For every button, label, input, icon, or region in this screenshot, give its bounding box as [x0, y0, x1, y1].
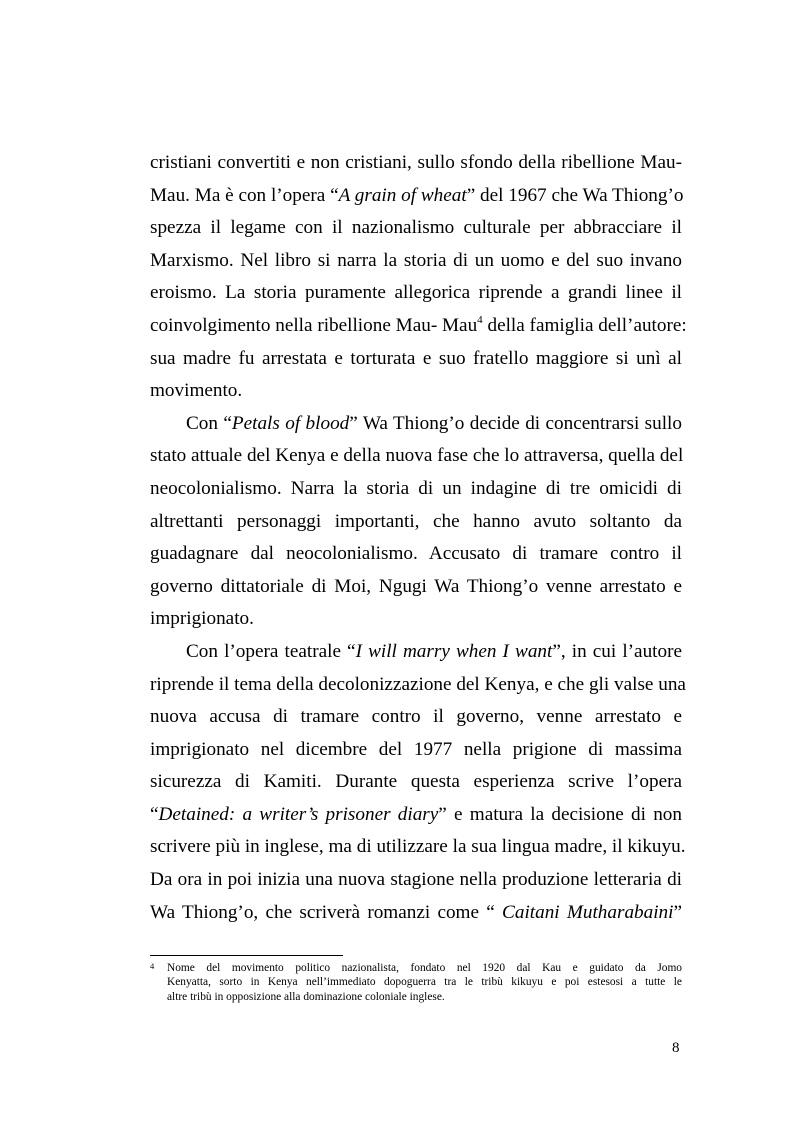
- text-segment: Mau. Ma è con l’opera “: [150, 184, 339, 206]
- text-line: [150, 408, 682, 441]
- work-title: Detained: a writer’s prisoner diary: [158, 803, 439, 825]
- text-line: [150, 212, 682, 245]
- text-line: [150, 147, 682, 180]
- text-segment: coinvolgimento nella ribellione Mau- Mau: [150, 314, 478, 336]
- body-text: [150, 147, 687, 929]
- page-number: 8: [672, 1040, 680, 1056]
- text-segment: sua madre fu arrestata e torturata e suo fratello maggiore si unì al: [150, 347, 682, 369]
- work-title: I will marry when I want: [355, 640, 553, 662]
- text-segment: Marxismo. Nel libro si narra la storia di un uomo e del suo invano: [150, 249, 682, 271]
- text-line: [150, 538, 682, 571]
- text-segment: nuova accusa di tramare contro il governo, venne arrestato e: [150, 706, 682, 728]
- text-segment: eroismo. La storia puramente allegorica riprende a grandi linee il: [150, 282, 682, 304]
- text-line: [150, 440, 682, 473]
- text-segment: Con l’opera teatrale “: [186, 640, 356, 662]
- text-line: [150, 571, 682, 604]
- text-segment: spezza il legame con il nazionalismo culturale per abbracciare il: [150, 217, 682, 239]
- text-segment: scrivere più in inglese, ma di utilizzare la sua lingua madre, il kikuyu.: [150, 836, 686, 858]
- text-line: [150, 506, 682, 539]
- text-line: [150, 245, 682, 278]
- footnote-line: Kenyatta, sorto in Kenya nell’immediato dopoguerra tra le tribù kikuyu e poi estesosi a tutte le: [167, 976, 682, 989]
- text-line: [150, 636, 682, 669]
- text-segment: guadagnare dal neocolonialismo. Accusato di tramare contro il: [150, 543, 682, 565]
- text-segment: ”: [673, 901, 683, 923]
- text-line: [150, 897, 682, 930]
- text-line: [150, 701, 682, 734]
- work-title: Caitani Mutharabaini: [502, 901, 674, 923]
- text-segment: cristiani convertiti e non cristiani, sullo sfondo della ribellione Mau-: [150, 152, 682, 173]
- text-segment: governo dittatoriale di Moi, Ngugi Wa Thiong’o venne arrestato e: [150, 575, 682, 597]
- text-segment: altrettanti personaggi importanti, che hanno avuto soltanto da: [150, 510, 682, 532]
- text-segment: Da ora in poi inizia una nuova stagione nella produzione letteraria di: [150, 869, 682, 891]
- text-segment: neocolonialismo. Narra la storia di un indagine di tre omicidi di: [150, 477, 682, 499]
- text-line: [150, 831, 686, 864]
- text-line: [150, 473, 682, 506]
- footnote-line: altre tribù in opposizione alla dominazione coloniale inglese.: [167, 990, 445, 1003]
- text-segment: Wa Thiong’o, che scriverà romanzi come “: [150, 901, 503, 923]
- text-line: [150, 799, 682, 832]
- text-line: [150, 343, 682, 376]
- text-segment: stato attuale del Kenya e della nuova fase che lo attraversa, quella del: [150, 445, 684, 467]
- text-segment: Con “: [186, 412, 232, 434]
- text-segment: imprigionato nel dicembre del 1977 nella prigione di massima: [150, 738, 682, 760]
- text-segment: riprende il tema della decolonizzazione del Kenya, e che gli valse una: [150, 673, 686, 695]
- footnote-marker: 4: [150, 961, 155, 971]
- text-line: [150, 669, 686, 702]
- work-title: A grain of wheat: [338, 184, 467, 206]
- text-segment: della famiglia dell’autore:: [482, 314, 687, 336]
- text-segment: ” e matura la decisione di non: [438, 803, 682, 825]
- text-segment: ” del 1967 che Wa Thiong’o: [466, 184, 684, 206]
- text-line: [150, 277, 682, 310]
- text-segment: ”, in cui l’autore: [552, 640, 682, 662]
- text-line: [150, 734, 682, 767]
- text-line: [150, 864, 682, 897]
- footnote-reference: 4: [477, 313, 483, 326]
- text-segment: movimento.: [150, 380, 243, 402]
- text-line: [150, 766, 682, 799]
- text-segment: sicurezza di Kamiti. Durante questa esperienza scrive l’opera: [150, 771, 682, 793]
- text-segment: imprigionato.: [150, 608, 254, 630]
- text-segment: ” Wa Thiong’o decide di concentrarsi sullo: [349, 412, 682, 434]
- text-line: [150, 375, 682, 408]
- footnote: [150, 961, 682, 1004]
- text-line: [150, 180, 682, 213]
- text-line: [150, 603, 682, 636]
- footnote-separator: [150, 955, 343, 956]
- text-line: [150, 310, 687, 343]
- footnote-line: Nome del movimento politico nazionalista, fondato nel 1920 dal Kau e guidato da Jomo: [167, 962, 682, 974]
- work-title: Petals of blood: [231, 412, 350, 434]
- text-segment: “: [150, 803, 159, 825]
